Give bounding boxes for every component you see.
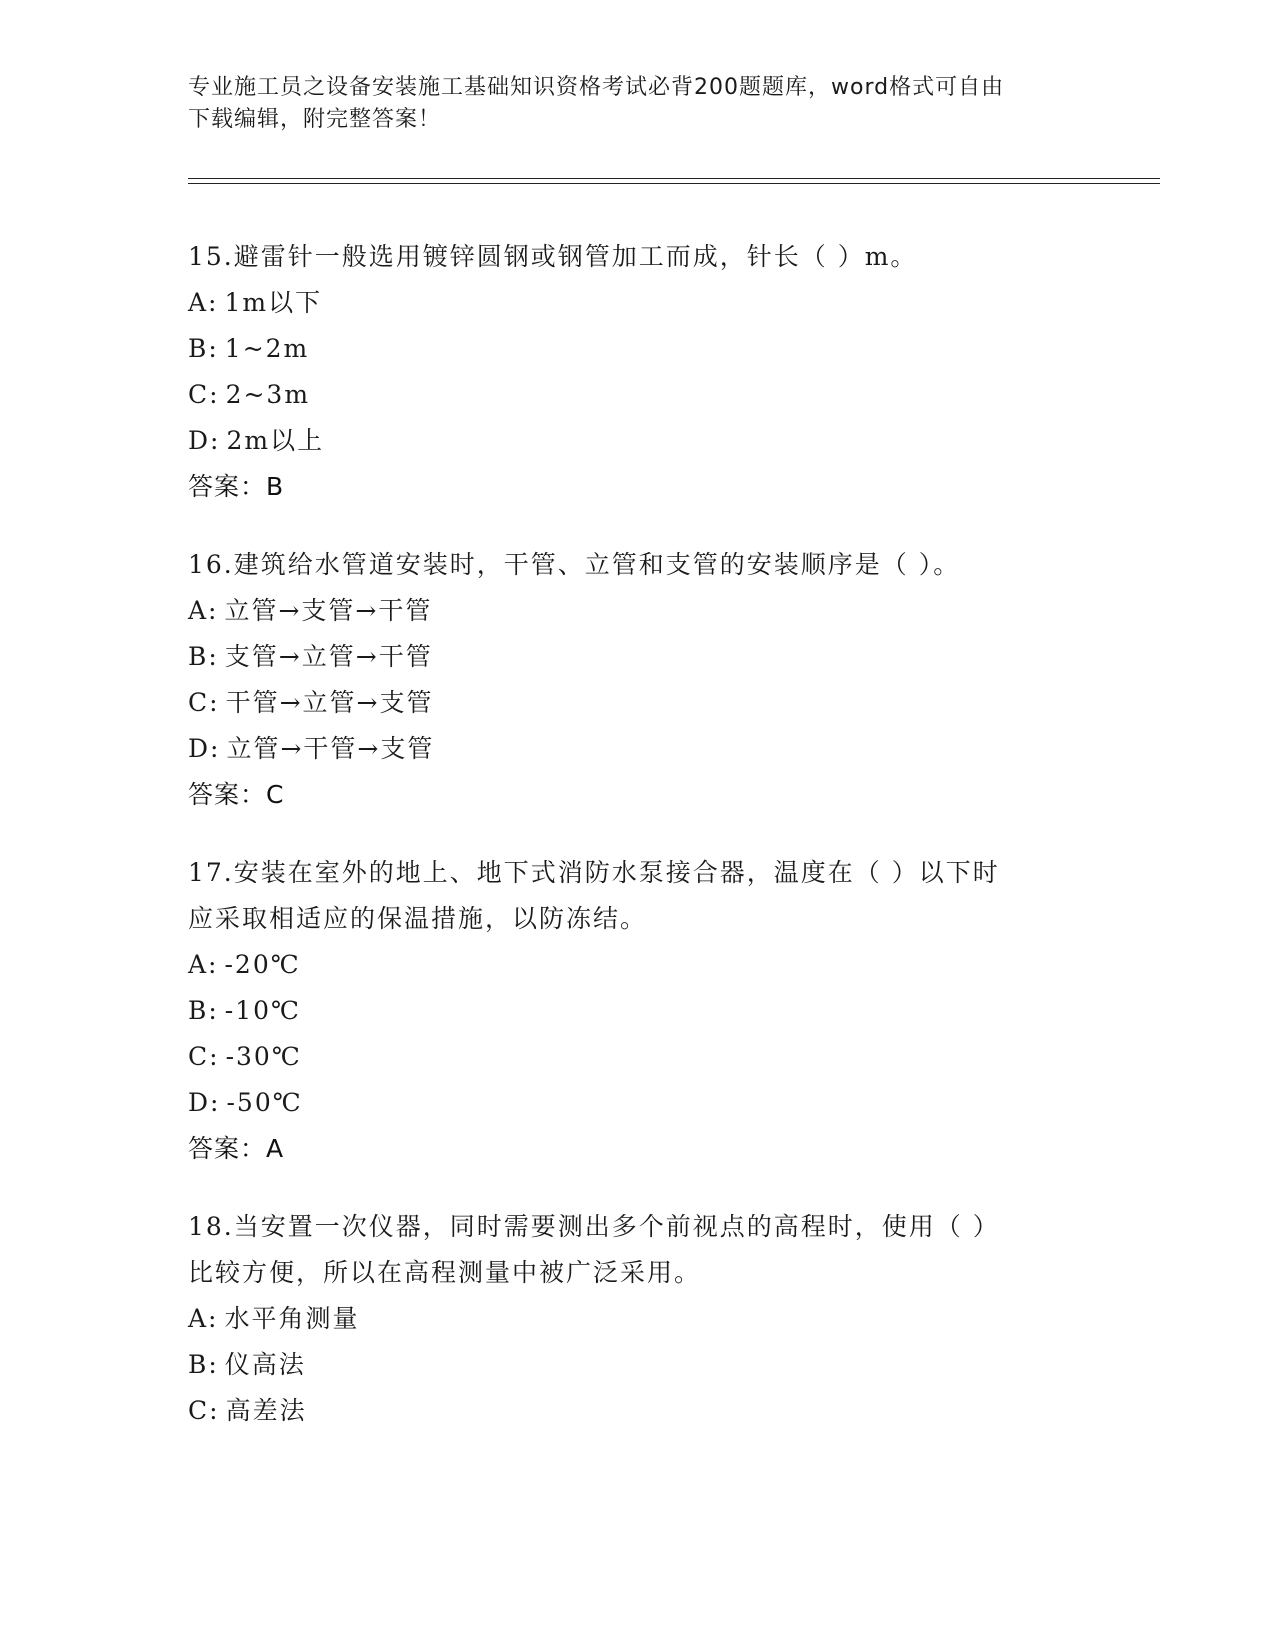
option-letter: A: <box>188 596 219 625</box>
option-text: -20℃ <box>224 950 301 979</box>
option-text: 2m以上 <box>226 426 325 455</box>
option-letter: D: <box>188 426 221 455</box>
header-divider-bottom <box>188 183 1160 184</box>
answer-option <box>188 1296 1088 1342</box>
option-text: 仪高法 <box>224 1350 306 1379</box>
answer-option <box>188 326 1088 372</box>
answer-option <box>188 988 1088 1034</box>
option-text: 支管→立管→干管 <box>224 642 433 671</box>
question-item <box>188 1204 1088 1434</box>
header-title-line-1: 专业施工员之设备安装施工基础知识资格考试必背200题题库，word格式可自由 <box>188 75 1005 100</box>
question-stem: 比较方便，所以在高程测量中被广泛采用。 <box>188 1258 702 1287</box>
option-text: -30℃ <box>225 1042 302 1071</box>
question-stem: 15.避雷针一般选用镀锌圆钢或钢管加工而成，针长（ ）m。 <box>188 242 918 271</box>
option-letter: D: <box>188 1088 221 1117</box>
option-text: 1m以下 <box>224 288 323 317</box>
option-letter: C: <box>188 688 220 717</box>
option-letter: D: <box>188 734 221 763</box>
option-text: -10℃ <box>224 996 302 1025</box>
answer-option <box>188 942 1088 988</box>
answer-key: 答案：B <box>188 472 285 501</box>
question-stem: 应采取相适应的保温措施，以防冻结。 <box>188 904 648 933</box>
option-letter: B: <box>188 996 219 1025</box>
header-divider-top <box>188 178 1160 179</box>
answer-option <box>188 588 1088 634</box>
option-text: 立管→支管→干管 <box>224 596 433 625</box>
option-letter: B: <box>188 1350 219 1379</box>
question-stem: 16.建筑给水管道安装时，干管、立管和支管的安装顺序是（ ）。 <box>188 550 961 579</box>
option-letter: C: <box>188 380 220 409</box>
option-letter: C: <box>188 1396 220 1425</box>
option-text: 立管→干管→支管 <box>226 734 435 763</box>
question-item <box>188 542 1088 818</box>
option-letter: B: <box>188 334 219 363</box>
option-text: -50℃ <box>226 1088 303 1117</box>
answer-key: 答案：A <box>188 1134 285 1163</box>
question-item <box>188 850 1088 1172</box>
option-letter: C: <box>188 1042 220 1071</box>
question-stem: 18.当安置一次仪器，同时需要测出多个前视点的高程时，使用（ ） <box>188 1212 1000 1241</box>
option-text: 2~3m <box>225 380 311 409</box>
answer-option <box>188 1342 1088 1388</box>
answer-option <box>188 372 1088 418</box>
header-title-line-2: 下载编辑，附完整答案！ <box>188 107 442 132</box>
answer-option <box>188 280 1088 326</box>
option-letter: A: <box>188 1304 219 1333</box>
answer-option <box>188 418 1088 464</box>
document-header <box>188 72 1088 136</box>
answer-option <box>188 726 1088 772</box>
option-text: 高差法 <box>225 1396 307 1425</box>
answer-option <box>188 1080 1088 1126</box>
question-item <box>188 234 1088 510</box>
question-stem: 17.安装在室外的地上、地下式消防水泵接合器，温度在（ ）以下时 <box>188 858 1000 887</box>
option-text: 1~2m <box>224 334 310 363</box>
answer-option <box>188 680 1088 726</box>
answer-key: 答案：C <box>188 780 285 809</box>
option-text: 干管→立管→支管 <box>225 688 434 717</box>
question-list <box>188 234 1088 1466</box>
option-text: 水平角测量 <box>224 1304 360 1333</box>
option-letter: B: <box>188 642 219 671</box>
option-letter: A: <box>188 950 219 979</box>
answer-option <box>188 1034 1088 1080</box>
answer-option <box>188 634 1088 680</box>
answer-option <box>188 1388 1088 1434</box>
option-letter: A: <box>188 288 219 317</box>
